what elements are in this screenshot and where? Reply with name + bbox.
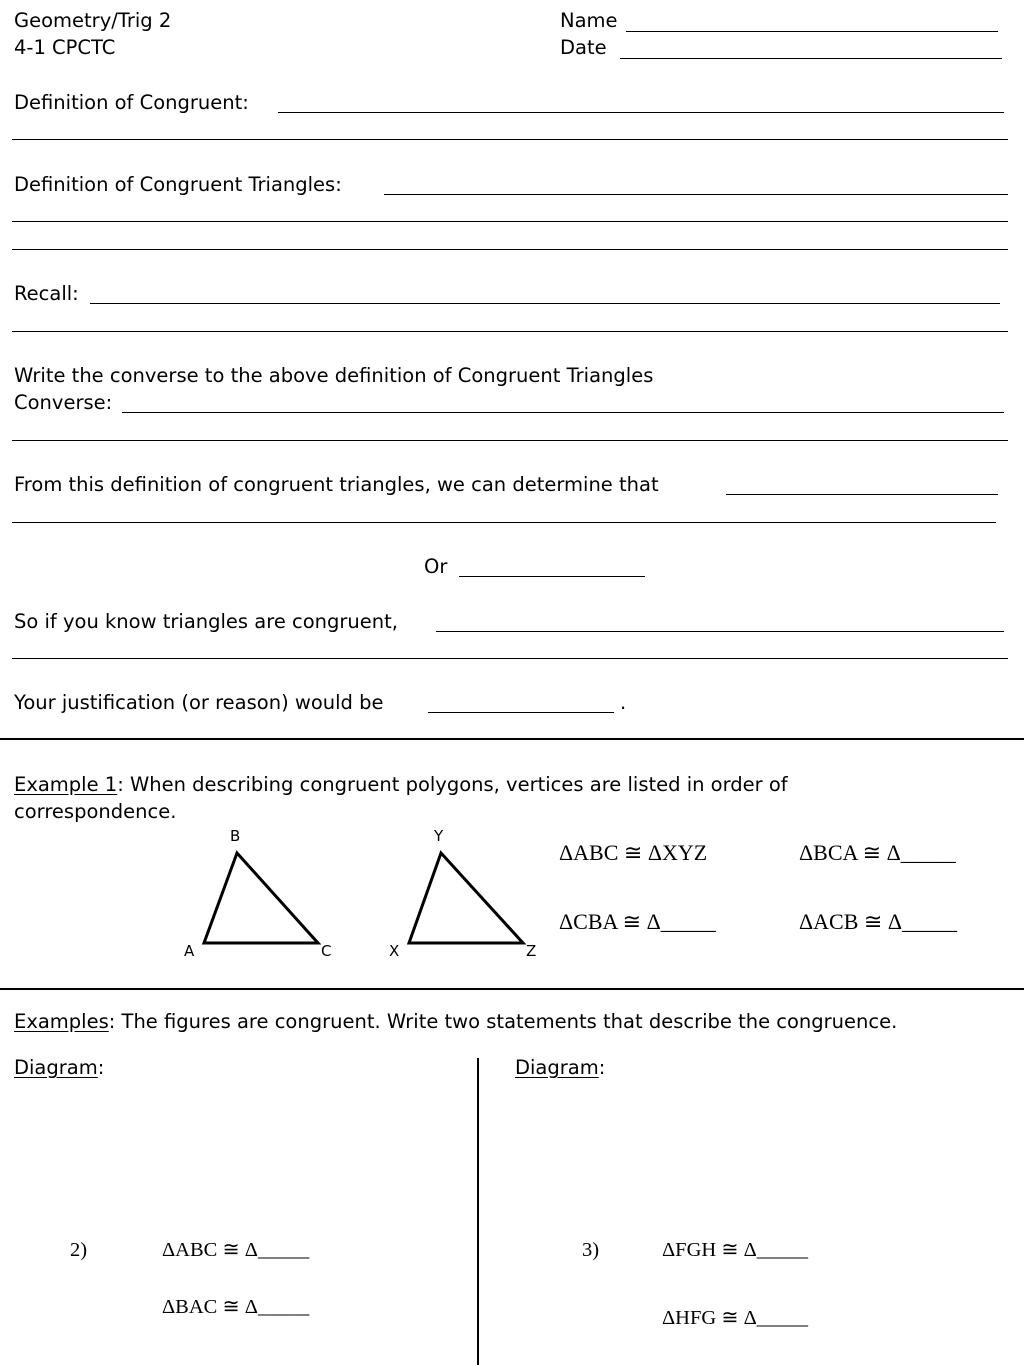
recall-label: Recall: [14,282,79,305]
def-congruent-label: Definition of Congruent: [14,91,249,114]
def-congruent-triangles-label: Definition of Congruent Triangles: [14,173,342,196]
examples-heading [14,1012,897,1032]
course-title: Geometry/Trig 2 [14,9,172,32]
right-diagram-colon: : [598,1056,606,1079]
example1-text-line2: correspondence. [14,800,177,823]
left-diagram-colon: : [97,1056,105,1079]
statement-abc-xyz: ΔABC ≅ ΔXYZ [559,840,708,865]
examples-text: : The figures are congruent. Write two statements that describe the congruence. [108,1010,898,1033]
vertex-y-label: Y [434,827,444,845]
left-diagram-heading [14,1058,104,1078]
right-diagram-label: Diagram [515,1056,599,1079]
left-diagram-label: Diagram [14,1056,98,1079]
vertex-a-label: A [184,942,195,960]
example1-label: Example 1 [14,773,118,796]
vertex-b-label: B [230,827,241,845]
example2-statement-1[interactable]: ΔABC ≅ Δ_____ [162,1239,310,1261]
vertex-z-label: Z [526,942,537,960]
statement-bca[interactable]: ΔBCA ≅ Δ_____ [799,840,956,865]
triangle-xyz [409,853,523,943]
converse-instruction: Write the converse to the above definition of Congruent Triangles [14,364,654,387]
example2-number: 2) [70,1239,88,1261]
name-label: Name [560,9,618,32]
lesson-title: 4-1 CPCTC [14,36,116,59]
converse-label: Converse: [14,391,113,414]
example3-statement-2[interactable]: ΔHFG ≅ Δ_____ [662,1307,809,1329]
statement-cba[interactable]: ΔCBA ≅ Δ_____ [559,909,716,934]
from-definition-text: From this definition of congruent triangles, we can determine that [14,473,659,496]
or-label: Or [424,555,448,578]
justification-period: . [620,691,627,714]
examples-label: Examples [14,1010,109,1033]
column-divider [477,1058,479,1365]
example3-number: 3) [582,1239,600,1261]
so-if-text: So if you know triangles are congruent, [14,610,398,633]
justification-text: Your justification (or reason) would be [14,691,384,714]
vertex-x-label: X [389,942,400,960]
right-diagram-heading [515,1058,605,1078]
date-label: Date [560,36,607,59]
example2-statement-2[interactable]: ΔBAC ≅ Δ_____ [162,1296,310,1318]
triangle-abc [204,853,318,943]
section-divider-2 [0,988,1024,990]
example1-text: : When describing congruent polygons, vertices are listed in order of [117,773,788,796]
vertex-c-label: C [321,942,332,960]
statement-acb[interactable]: ΔACB ≅ Δ_____ [799,909,957,934]
example3-statement-1[interactable]: ΔFGH ≅ Δ_____ [662,1239,809,1261]
